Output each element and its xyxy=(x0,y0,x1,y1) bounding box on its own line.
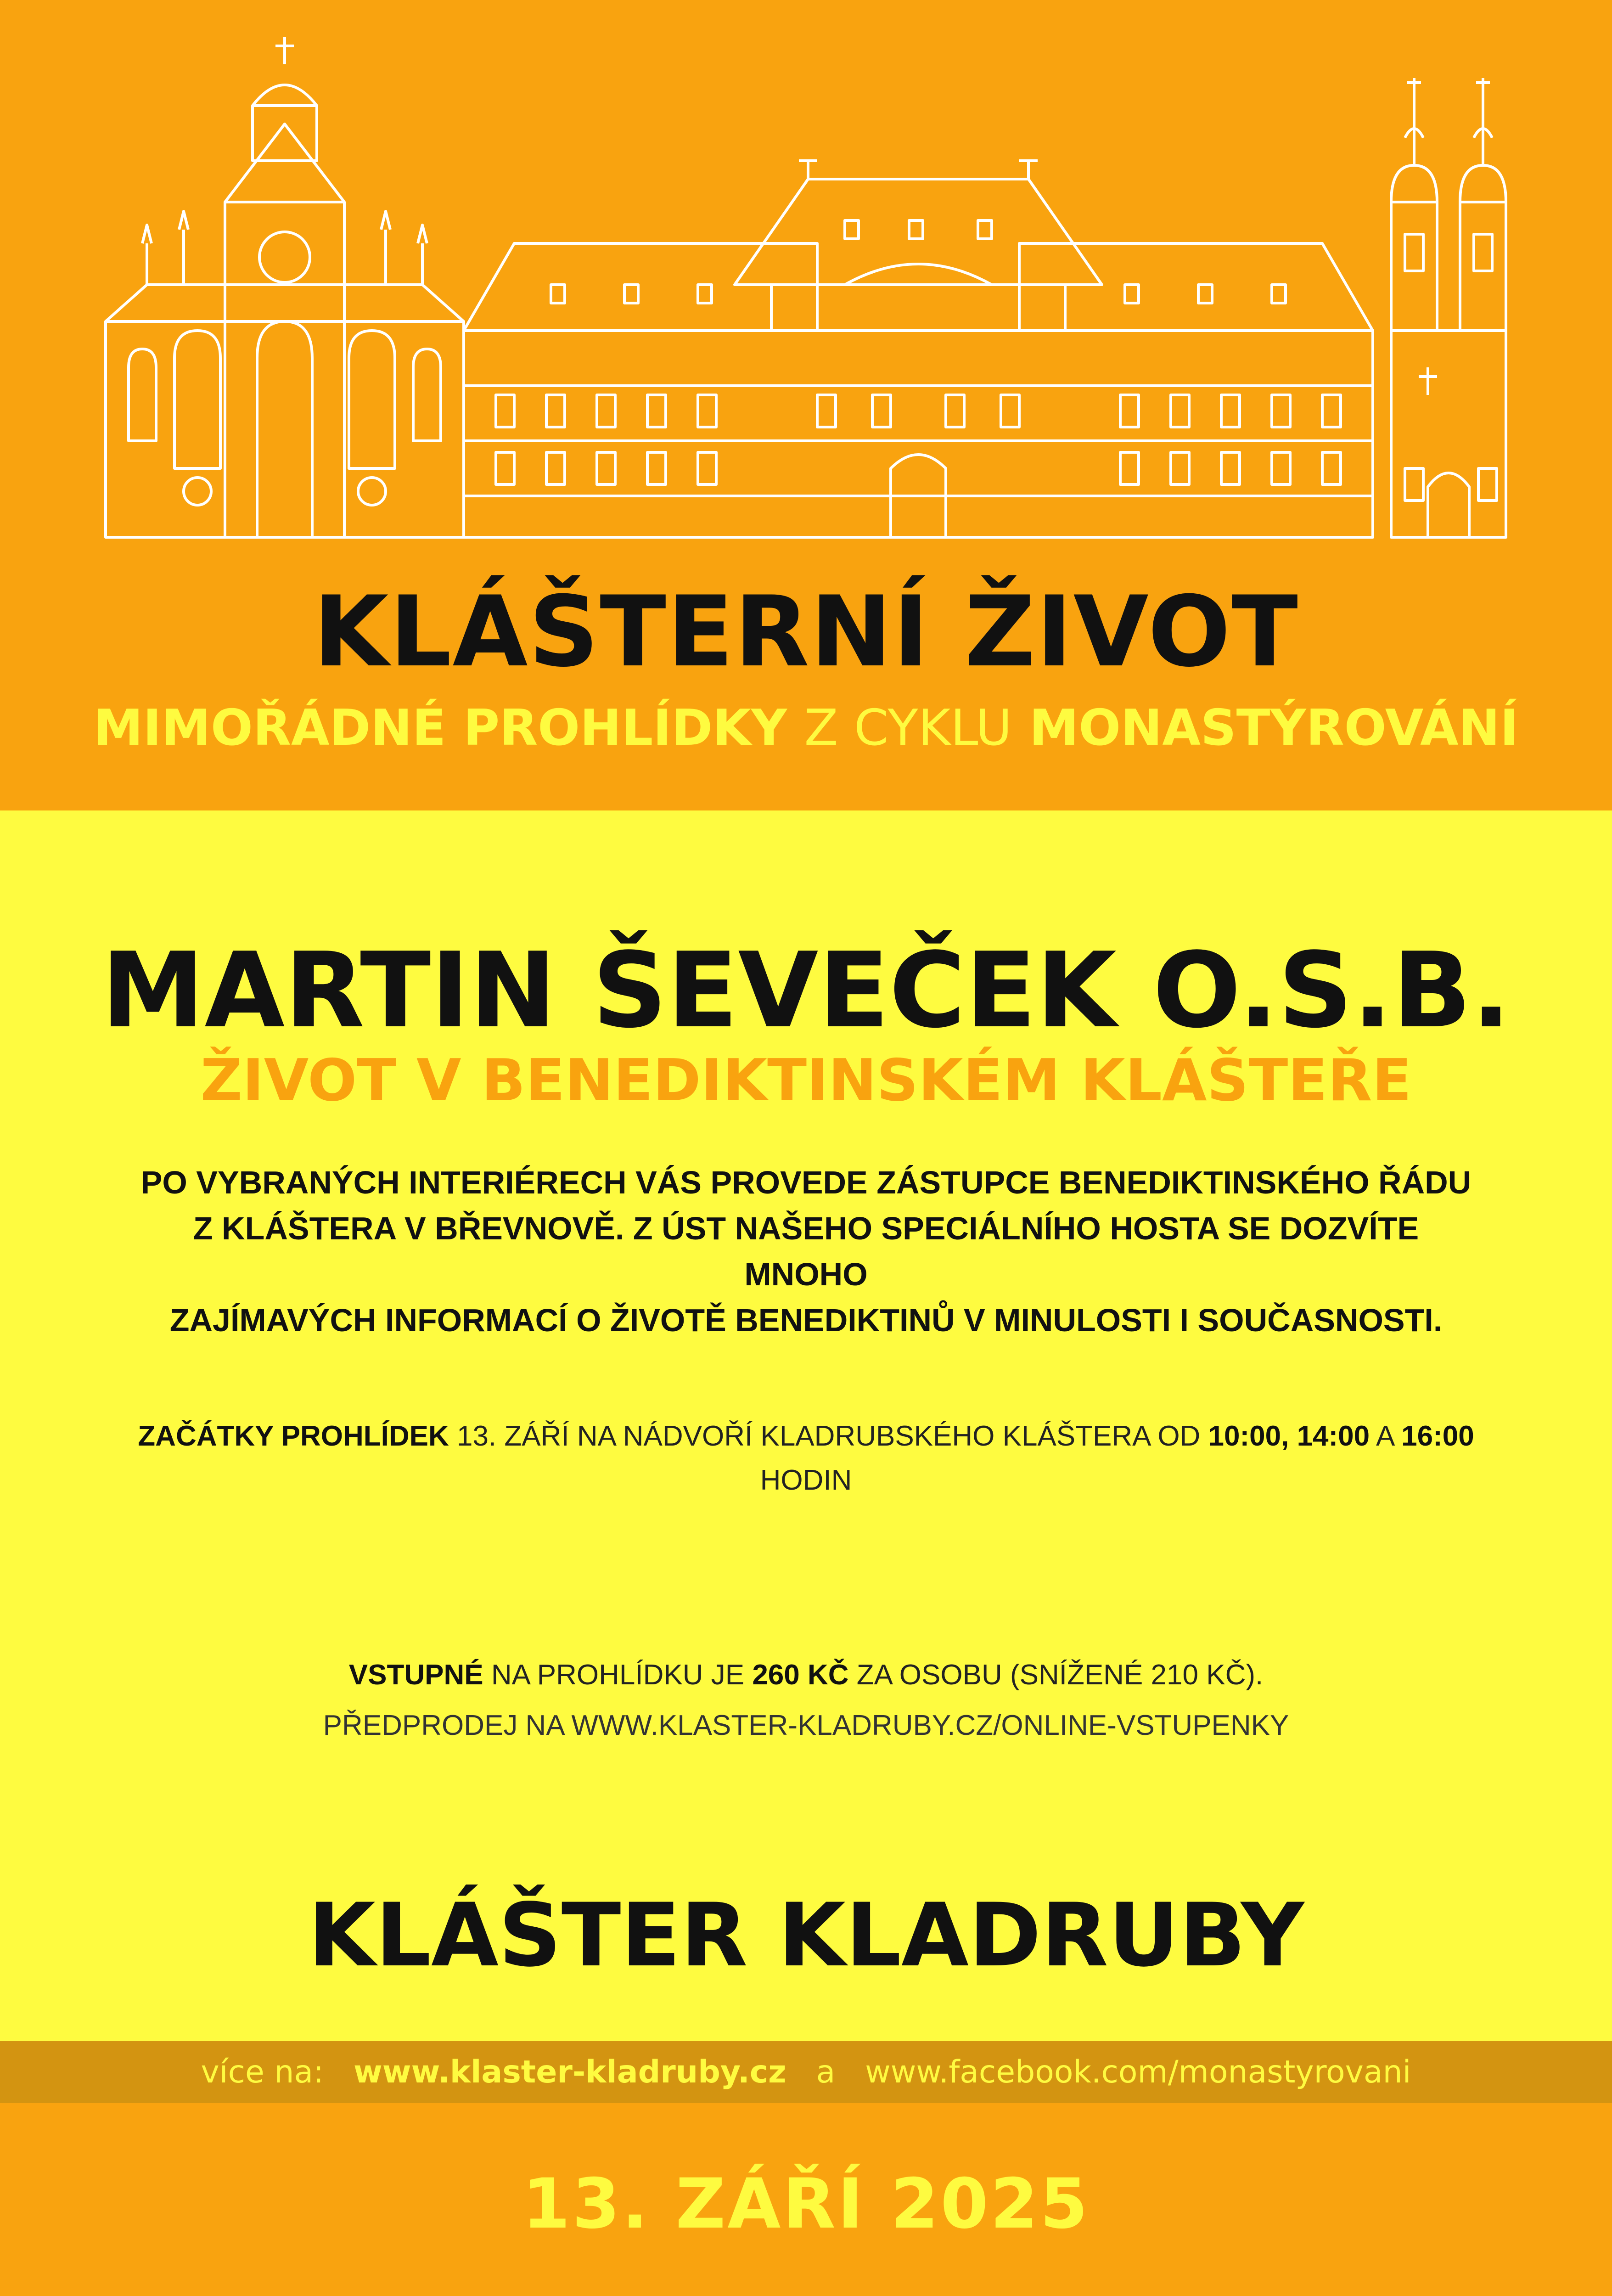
header-band xyxy=(0,0,1612,810)
presale-info: PŘEDPRODEJ NA WWW.KLASTER-KLADRUBY.CZ/ONLINE-VSTUPENKY xyxy=(323,1710,1289,1741)
monastery-illustration xyxy=(92,28,1520,546)
admission-label: VSTUPNÉ xyxy=(348,1659,483,1691)
tour-times-slots: 10:00, 14:00 xyxy=(1208,1420,1370,1452)
gothic-church-drawing xyxy=(106,37,464,537)
tour-times xyxy=(110,1414,1502,1503)
links-prefix: více na: xyxy=(201,2054,324,2090)
links-bar xyxy=(0,2041,1612,2103)
tour-times-label: ZAČÁTKY PROHLÍDEK xyxy=(138,1420,449,1452)
subtitle-series: Z CYKLU xyxy=(804,699,1012,757)
lecture-topic: ŽIVOT V BENEDIKTINSKÉM KLÁŠTEŘE xyxy=(200,1047,1412,1114)
page-title: KLÁŠTERNÍ ŽIVOT xyxy=(313,575,1299,688)
tour-times-text: 13. ZÁŘÍ NA NÁDVOŘÍ KLADRUBSKÉHO KLÁŠTERA OD xyxy=(449,1420,1208,1452)
event-description xyxy=(138,1159,1474,1343)
event-date: 13. ZÁŘÍ 2025 xyxy=(522,2164,1090,2244)
description-line: PO VYBRANÝCH INTERIÉRECH VÁS PROVEDE ZÁSTUPCE BENEDIKTINSKÉHO ŘÁDU xyxy=(140,1165,1472,1200)
admission-reduced: ZA OSOBU (SNÍŽENÉ 210 KČ). xyxy=(848,1659,1264,1691)
subtitle-monastyrovani: MONASTÝROVÁNÍ xyxy=(1029,699,1519,757)
website-link[interactable]: www.klaster-kladruby.cz xyxy=(353,2054,786,2090)
speaker-name: MARTIN ŠEVEČEK O.S.B. xyxy=(101,930,1511,1051)
tour-times-and: A xyxy=(1370,1420,1402,1452)
admission-text: NA PROHLÍDKU JE xyxy=(483,1659,753,1691)
subtitle-tours: MIMOŘÁDNÉ PROHLÍDKY xyxy=(93,699,787,757)
admission-price: 260 KČ xyxy=(752,1659,849,1691)
tour-times-last-slot: 16:00 xyxy=(1401,1420,1474,1452)
facebook-link[interactable]: www.facebook.com/monastyrovani xyxy=(865,2054,1411,2090)
admission-info xyxy=(0,1653,1612,1697)
venue-name: KLÁŠTER KLADRUBY xyxy=(308,1885,1304,1986)
links-and: a xyxy=(816,2054,836,2090)
tour-times-hours: HODIN xyxy=(760,1464,852,1496)
description-line: ZAJÍMAVÝCH INFORMACÍ O ŽIVOTĚ BENEDIKTINŮ V MINULOSTI I SOUČASNOSTI. xyxy=(169,1302,1443,1338)
baroque-convent-drawing xyxy=(464,161,1373,537)
twin-tower-church-drawing xyxy=(1391,78,1506,537)
page-subtitle xyxy=(0,699,1612,757)
description-line: Z KLÁŠTERA V BŘEVNOVĚ. Z ÚST NAŠEHO SPECIÁLNÍHO HOSTA SE DOZVÍTE MNOHO xyxy=(193,1210,1419,1292)
